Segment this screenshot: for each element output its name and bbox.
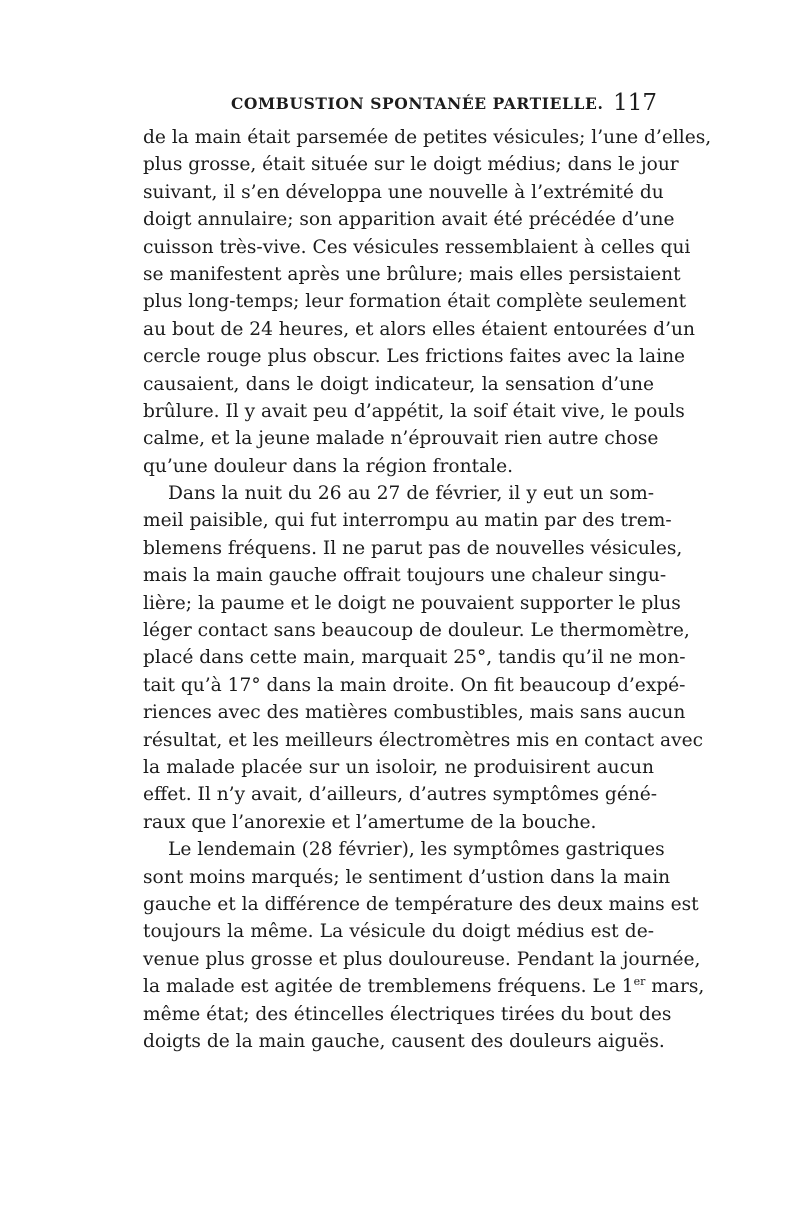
body-text (143, 124, 712, 1055)
text-line: causaient, dans le doigt indicateur, la sensation d’une (143, 373, 654, 395)
text-line (143, 973, 705, 1000)
text-line: cuisson très-vive. Ces vésicules ressemblaient à celles qui (143, 236, 691, 258)
text-line: doigts de la main gauche, causent des douleurs aiguës. (143, 1030, 665, 1052)
text-line: riences avec des matières combustibles, mais sans aucun (143, 702, 686, 724)
text-line: doigt annulaire; son apparition avait été précédée d’une (143, 209, 675, 231)
text-line: plus grosse, était située sur le doigt médius; dans le jour (143, 154, 679, 176)
text-line: brûlure. Il y avait peu d’appétit, la soif était vive, le pouls (143, 400, 685, 422)
text-line: la malade placée sur un isoloir, ne produisirent aucun (143, 756, 654, 778)
text-line: de la main était parsemée de petites vésicules; l’une d’elles, (143, 127, 712, 148)
text-line: se manifestent après une brûlure; mais elles persistaient (143, 263, 681, 285)
paragraph-end-line: qu’une douleur dans la région frontale. (143, 455, 513, 477)
page-number: 117 (613, 90, 657, 116)
text-line: cercle rouge plus obscur. Les frictions faites avec la laine (143, 346, 686, 368)
superscript: er (633, 975, 646, 989)
text-line: au bout de 24 heures, et alors elles étaient entourées d’un (143, 318, 695, 340)
text-run: mars, (651, 976, 705, 998)
text-line: mais la main gauche offrait toujours une chaleur singu- (143, 565, 667, 587)
paragraph-start-line: Dans la nuit du 26 au 27 de février, il y eut un som- (168, 483, 654, 505)
text-line: placé dans cette main, marquait 25°, tandis qu’il ne mon- (143, 647, 686, 669)
text-line: blemens fréquens. Il ne parut pas de nouvelles vésicules, (143, 537, 683, 559)
text-line: résultat, et les meilleurs électromètres mis en contact avec (143, 729, 704, 751)
text-line: léger contact sans beaucoup de douleur. Le thermomètre, (143, 620, 690, 642)
text-line: plus long-temps; leur formation était complète seulement (143, 291, 687, 313)
running-head (143, 90, 683, 120)
text-line: calme, et la jeune malade n’éprouvait rien autre chose (143, 428, 659, 450)
text-run: la malade est agitée de tremblemens fréquens. Le 1 (143, 976, 634, 998)
text-line: meil paisible, qui fut interrompu au matin par des trem- (143, 510, 672, 532)
text-line: effet. Il n’y avait, d’ailleurs, d’autres symptômes géné- (143, 784, 658, 806)
text-line: même état; des étincelles électriques tirées du bout des (143, 1003, 672, 1025)
text-line: venue plus grosse et plus douloureuse. Pendant la journée, (143, 948, 701, 970)
running-title: COMBUSTION SPONTANÉE PARTIELLE. (231, 94, 604, 113)
text-line: gauche et la différence de température des deux mains est (143, 893, 699, 915)
text-line: tait qu’à 17° dans la main droite. On fit beaucoup d’expé- (143, 674, 686, 696)
text-line: toujours la même. La vésicule du doigt médius est de- (143, 921, 654, 943)
paragraph-start-line: Le lendemain (28 février), les symptômes gastriques (168, 839, 665, 861)
text-line: sont moins marqués; le sentiment d’ustion dans la main (143, 866, 671, 888)
paragraph-end-line: raux que l’anorexie et l’amertume de la bouche. (143, 811, 597, 833)
text-line: lière; la paume et le doigt ne pouvaient supporter le plus (143, 592, 681, 614)
text-line: suivant, il s’en développa une nouvelle à l’extrémité du (143, 181, 664, 203)
